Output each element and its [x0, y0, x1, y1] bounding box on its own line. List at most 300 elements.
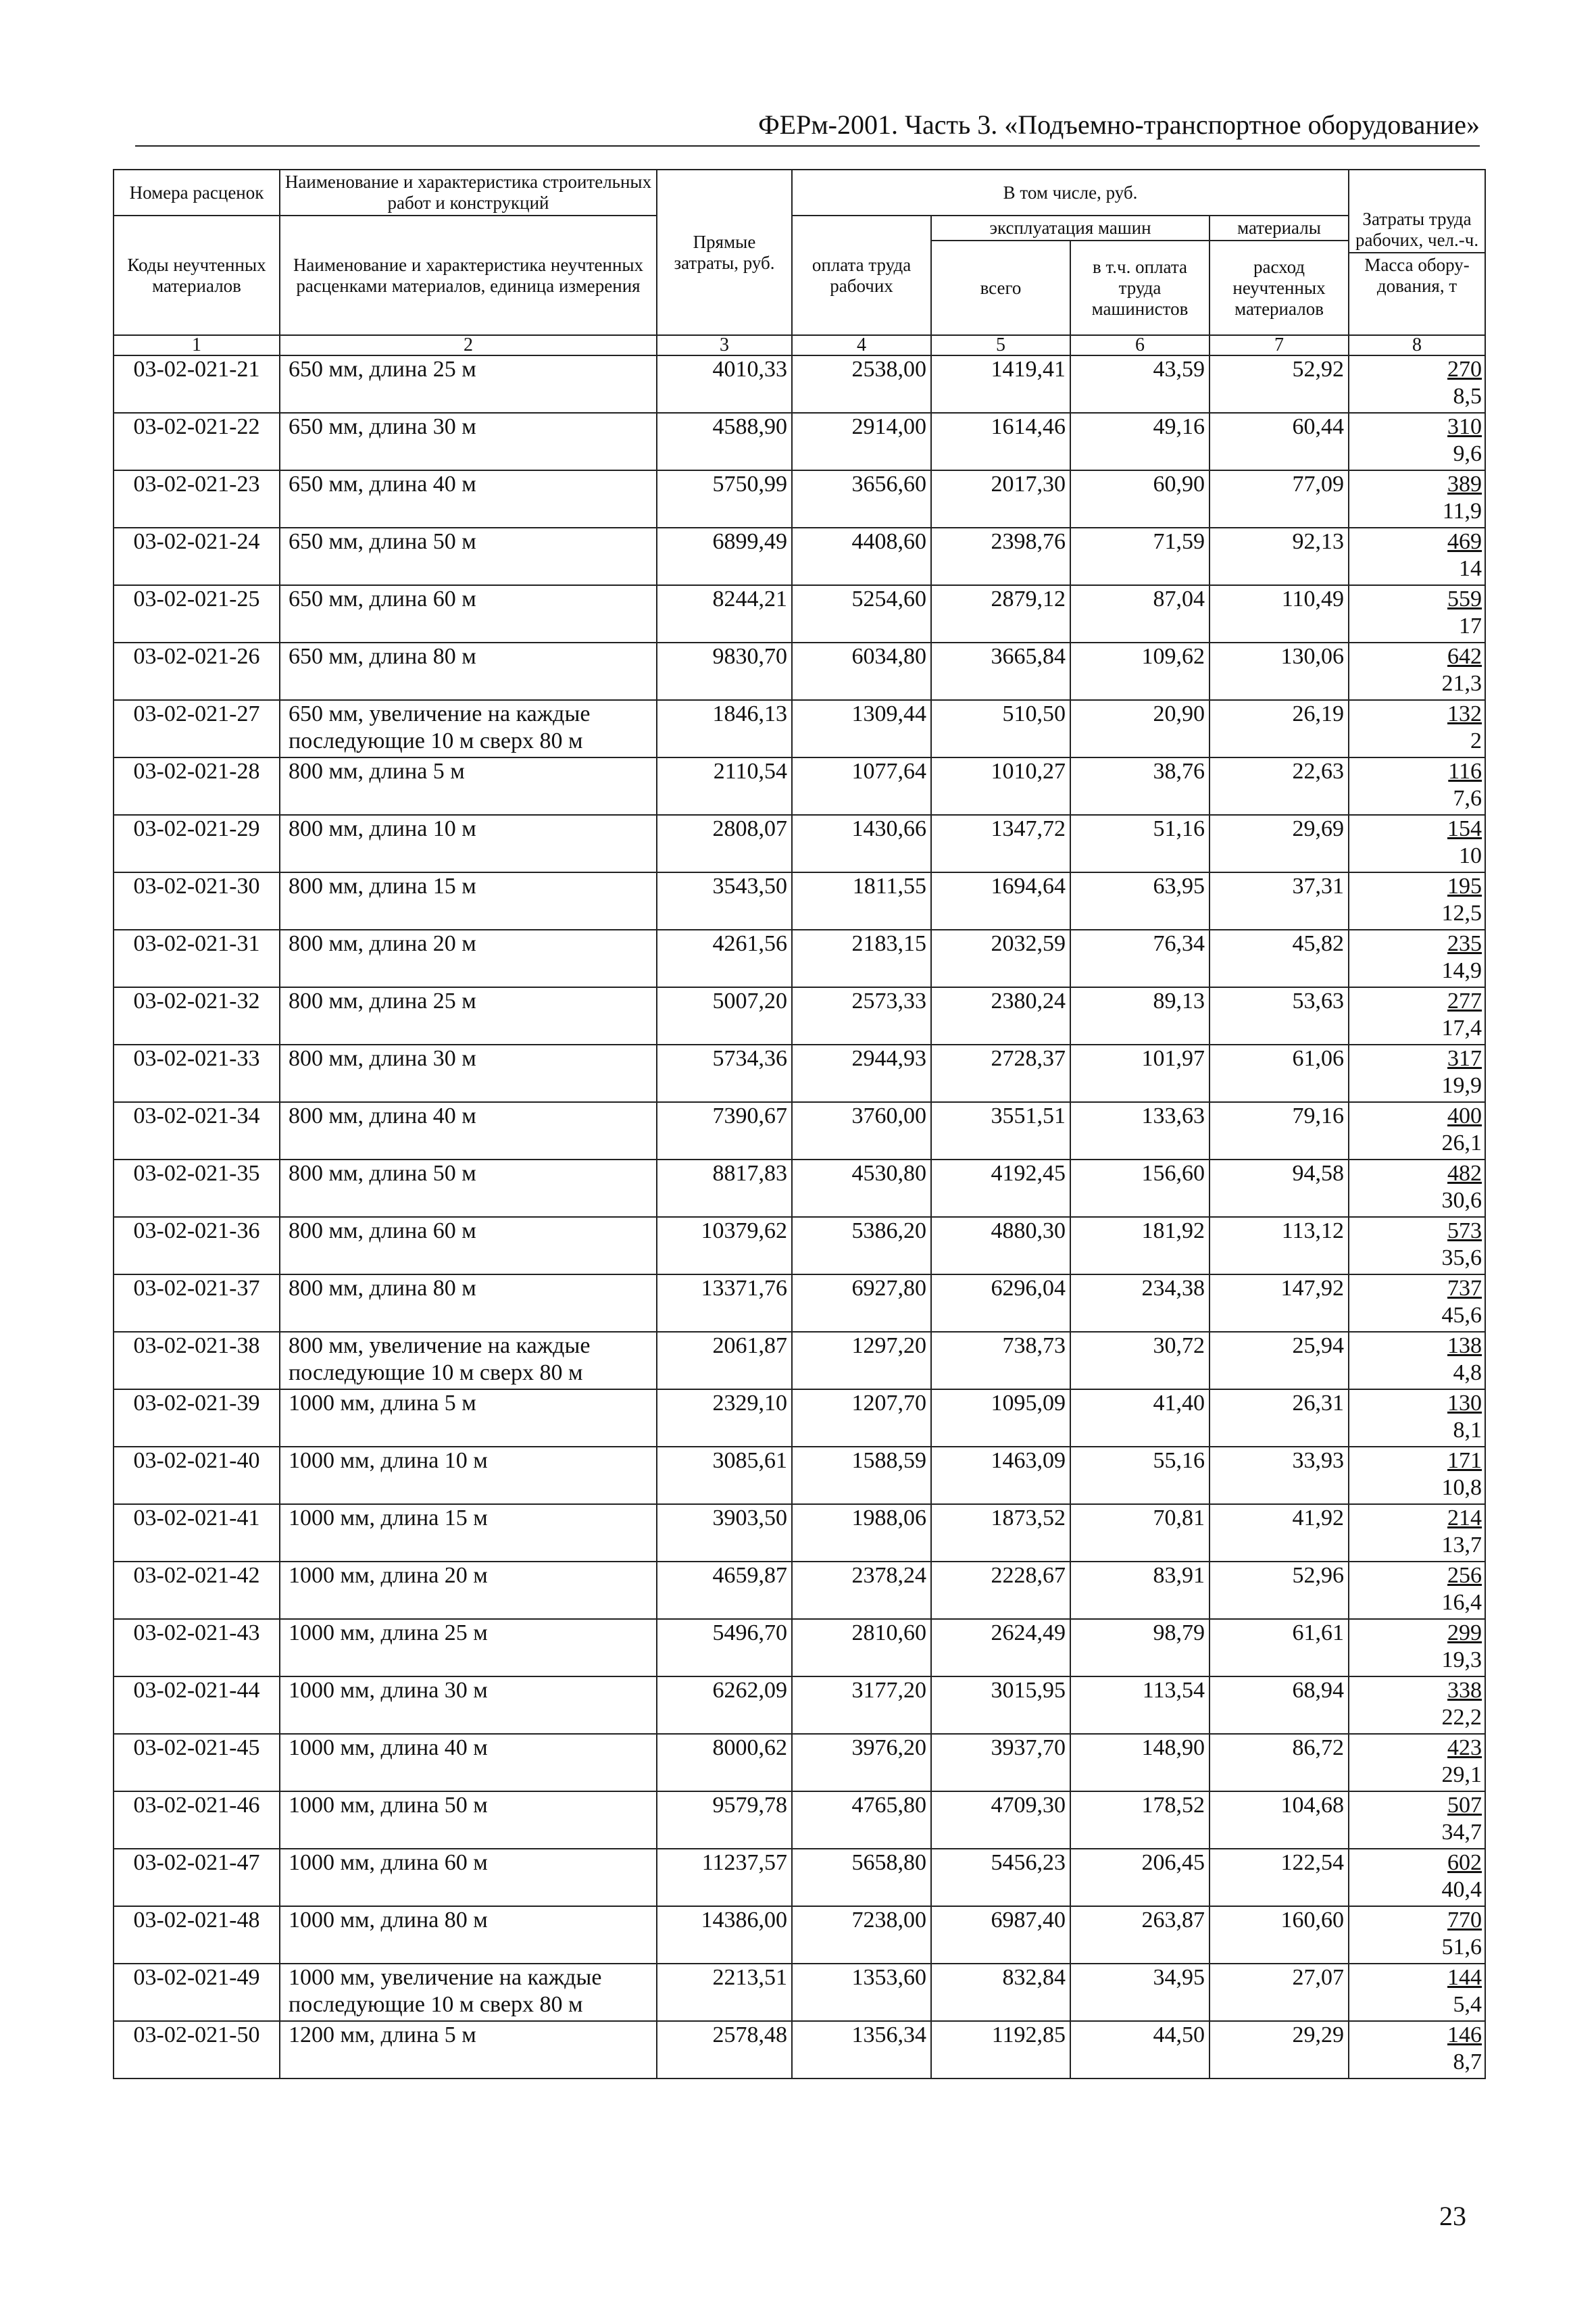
rate-code-cell: 03-02-021-50 [114, 2021, 280, 2078]
mass-value: 19,3 [1441, 1647, 1482, 1672]
materials-cell: 53,63 [1210, 987, 1349, 1045]
mass-value: 11,9 [1442, 499, 1482, 524]
materials-cell: 26,31 [1210, 1389, 1349, 1447]
direct-costs-cell: 5750,99 [657, 470, 792, 528]
machine-total-cell: 4880,30 [931, 1217, 1070, 1274]
rate-code-cell: 03-02-021-39 [114, 1389, 280, 1447]
table-row [114, 815, 1485, 872]
work-name-cell: 1000 мм, длина 15 м [280, 1504, 657, 1562]
work-name-cell: 1000 мм, увеличение на каждые последующие 10 м сверх 80 м [280, 1964, 657, 2021]
work-name-cell: 1000 мм, длина 30 м [280, 1676, 657, 1734]
table-header [114, 170, 1485, 355]
materials-cell: 25,94 [1210, 1332, 1349, 1389]
labor-value: 310 [1447, 414, 1482, 439]
table-row [114, 2021, 1485, 2078]
labor-value: 146 [1447, 2022, 1482, 2047]
labor-mass-cell [1349, 585, 1485, 643]
materials-cell: 45,82 [1210, 930, 1349, 987]
table-row [114, 930, 1485, 987]
operator-pay-cell: 206,45 [1070, 1849, 1210, 1906]
materials-cell: 33,93 [1210, 1447, 1349, 1504]
labor-mass-cell [1349, 815, 1485, 872]
materials-cell: 41,92 [1210, 1504, 1349, 1562]
operator-pay-cell: 41,40 [1070, 1389, 1210, 1447]
table-row [114, 1045, 1485, 1102]
mass-value: 51,6 [1441, 1935, 1482, 1960]
worker-pay-cell: 4408,60 [792, 528, 931, 585]
labor-mass-cell [1349, 872, 1485, 930]
materials-cell: 29,29 [1210, 2021, 1349, 2078]
operator-pay-cell: 101,97 [1070, 1045, 1210, 1102]
labor-value: 507 [1447, 1793, 1482, 1818]
direct-costs-cell: 14386,00 [657, 1906, 792, 1964]
work-name-cell: 1000 мм, длина 10 м [280, 1447, 657, 1504]
work-name-header: Наименование и характеристика строительных работ и конструкций [280, 170, 657, 216]
labor-value: 214 [1447, 1505, 1482, 1530]
labor-mass-cell [1349, 1964, 1485, 2021]
worker-pay-cell: 1588,59 [792, 1447, 931, 1504]
worker-pay-cell: 5658,80 [792, 1849, 931, 1906]
table-row [114, 1160, 1485, 1217]
mass-value: 26,1 [1441, 1130, 1482, 1155]
mass-value: 40,4 [1441, 1877, 1482, 1902]
work-name-cell: 1000 мм, длина 40 м [280, 1734, 657, 1791]
mass-value: 45,6 [1441, 1303, 1482, 1328]
table-row [114, 1964, 1485, 2021]
rate-code-cell: 03-02-021-29 [114, 815, 280, 872]
operator-pay-cell: 60,90 [1070, 470, 1210, 528]
machine-total-cell: 2728,37 [931, 1045, 1070, 1102]
labor-mass-cell [1349, 1332, 1485, 1389]
worker-pay-cell: 1297,20 [792, 1332, 931, 1389]
mass-value: 8,1 [1453, 1418, 1482, 1443]
direct-costs-cell: 8817,83 [657, 1160, 792, 1217]
rate-code-cell: 03-02-021-25 [114, 585, 280, 643]
work-name-cell: 650 мм, длина 80 м [280, 643, 657, 700]
machine-total-cell: 832,84 [931, 1964, 1070, 2021]
labor-mass-cell [1349, 987, 1485, 1045]
work-name-cell: 800 мм, длина 15 м [280, 872, 657, 930]
mass-value: 4,8 [1453, 1360, 1482, 1385]
labor-mass-cell [1349, 528, 1485, 585]
operator-pay-cell: 20,90 [1070, 700, 1210, 757]
direct-costs-cell: 2110,54 [657, 757, 792, 815]
machine-total-cell: 2624,49 [931, 1619, 1070, 1676]
mass-value: 14,9 [1441, 958, 1482, 983]
rate-code-cell: 03-02-021-48 [114, 1906, 280, 1964]
mass-value: 17 [1459, 614, 1482, 639]
operator-pay-cell: 234,38 [1070, 1274, 1210, 1332]
direct-costs-cell: 8244,21 [657, 585, 792, 643]
materials-cell: 92,13 [1210, 528, 1349, 585]
direct-costs-cell: 3903,50 [657, 1504, 792, 1562]
labor-value: 423 [1447, 1735, 1482, 1760]
table-row [114, 643, 1485, 700]
work-name-cell: 1200 мм, длина 5 м [280, 2021, 657, 2078]
machine-total-cell: 1419,41 [931, 355, 1070, 413]
labor-mass-cell [1349, 1389, 1485, 1447]
work-name-cell: 800 мм, увеличение на каждые последующие 10 м сверх 80 м [280, 1332, 657, 1389]
worker-pay-cell: 1430,66 [792, 815, 931, 872]
worker-pay-cell: 3177,20 [792, 1676, 931, 1734]
mass-value: 35,6 [1441, 1245, 1482, 1270]
operator-pay-cell: 156,60 [1070, 1160, 1210, 1217]
machine-total-cell: 1095,09 [931, 1389, 1070, 1447]
machine-total-cell: 2017,30 [931, 470, 1070, 528]
direct-costs-cell: 2061,87 [657, 1332, 792, 1389]
operator-pay-cell: 30,72 [1070, 1332, 1210, 1389]
work-name-cell: 800 мм, длина 60 м [280, 1217, 657, 1274]
direct-costs-cell: 1846,13 [657, 700, 792, 757]
materials-cell: 61,06 [1210, 1045, 1349, 1102]
codes-header: Коды неучтенных материалов [114, 216, 280, 335]
table-row [114, 528, 1485, 585]
materials-cell: 104,68 [1210, 1791, 1349, 1849]
machine-total-cell: 510,50 [931, 700, 1070, 757]
mass-value: 10 [1459, 843, 1482, 868]
operator-pay-cell: 70,81 [1070, 1504, 1210, 1562]
rate-code-cell: 03-02-021-37 [114, 1274, 280, 1332]
machine-total-cell: 1614,46 [931, 413, 1070, 470]
work-name-cell: 650 мм, длина 40 м [280, 470, 657, 528]
machine-total-cell: 2380,24 [931, 987, 1070, 1045]
table-row [114, 700, 1485, 757]
direct-costs-cell: 4010,33 [657, 355, 792, 413]
work-name-cell: 1000 мм, длина 5 м [280, 1389, 657, 1447]
header-rule [135, 145, 1480, 147]
operator-pay-cell: 113,54 [1070, 1676, 1210, 1734]
labor-value: 389 [1447, 472, 1482, 497]
work-name-cell: 800 мм, длина 5 м [280, 757, 657, 815]
mass-value: 30,6 [1441, 1188, 1482, 1213]
machine-total-cell: 3015,95 [931, 1676, 1070, 1734]
machine-total-cell: 3937,70 [931, 1734, 1070, 1791]
labor-value: 559 [1447, 587, 1482, 612]
table-row [114, 1619, 1485, 1676]
labor-value: 171 [1447, 1448, 1482, 1473]
direct-costs-cell: 3085,61 [657, 1447, 792, 1504]
labor-value: 317 [1447, 1046, 1482, 1071]
labor-mass-cell [1349, 355, 1485, 413]
materials-cell: 52,96 [1210, 1562, 1349, 1619]
materials-cell: 52,92 [1210, 355, 1349, 413]
machine-total-cell: 6987,40 [931, 1906, 1070, 1964]
machine-total-header: всего [931, 241, 1070, 335]
materials-cell: 147,92 [1210, 1274, 1349, 1332]
mass-value: 29,1 [1441, 1762, 1482, 1787]
worker-pay-cell: 2378,24 [792, 1562, 931, 1619]
operator-pay-cell: 109,62 [1070, 643, 1210, 700]
operator-pay-cell: 51,16 [1070, 815, 1210, 872]
materials-cell: 68,94 [1210, 1676, 1349, 1734]
col-number: 5 [931, 335, 1070, 355]
worker-pay-cell: 1353,60 [792, 1964, 931, 2021]
materials-cell: 26,19 [1210, 700, 1349, 757]
labor-mass-cell [1349, 1447, 1485, 1504]
table-row [114, 1217, 1485, 1274]
worker-pay-cell: 1811,55 [792, 872, 931, 930]
worker-pay-cell: 3976,20 [792, 1734, 931, 1791]
worker-pay-cell: 1988,06 [792, 1504, 931, 1562]
mass-value: 17,4 [1441, 1016, 1482, 1041]
labor-mass-cell [1349, 1160, 1485, 1217]
labor-mass-cell [1349, 1045, 1485, 1102]
direct-costs-cell: 2578,48 [657, 2021, 792, 2078]
rates-table [113, 169, 1486, 2079]
labor-mass-cell [1349, 643, 1485, 700]
table-row [114, 1676, 1485, 1734]
rate-code-cell: 03-02-021-44 [114, 1676, 280, 1734]
labor-mass-cell [1349, 1274, 1485, 1332]
materials-cell: 29,69 [1210, 815, 1349, 872]
table-body [114, 355, 1485, 2078]
mass-value: 22,2 [1441, 1705, 1482, 1730]
table-row [114, 757, 1485, 815]
labor-mass-cell [1349, 1102, 1485, 1160]
table-row [114, 1102, 1485, 1160]
rate-code-cell: 03-02-021-28 [114, 757, 280, 815]
labor-value: 138 [1447, 1333, 1482, 1358]
machine-total-cell: 3665,84 [931, 643, 1070, 700]
direct-costs-cell: 11237,57 [657, 1849, 792, 1906]
operator-pay-cell: 63,95 [1070, 872, 1210, 930]
materials-cell: 94,58 [1210, 1160, 1349, 1217]
direct-costs-cell: 5007,20 [657, 987, 792, 1045]
direct-costs-cell: 2808,07 [657, 815, 792, 872]
table-row [114, 872, 1485, 930]
labor-value: 737 [1447, 1276, 1482, 1301]
materials-cell: 86,72 [1210, 1734, 1349, 1791]
materials-cell: 22,63 [1210, 757, 1349, 815]
machine-operation-header: эксплуатация машин [931, 216, 1210, 241]
operator-pay-cell: 38,76 [1070, 757, 1210, 815]
worker-pay-cell: 1207,70 [792, 1389, 931, 1447]
operator-pay-cell: 178,52 [1070, 1791, 1210, 1849]
labor-mass-cell [1349, 1849, 1485, 1906]
work-name-cell: 1000 мм, длина 60 м [280, 1849, 657, 1906]
rate-code-cell: 03-02-021-27 [114, 700, 280, 757]
table-row [114, 1389, 1485, 1447]
table-row [114, 1562, 1485, 1619]
direct-costs-cell: 5734,36 [657, 1045, 792, 1102]
machine-total-cell: 1347,72 [931, 815, 1070, 872]
labor-value: 270 [1447, 357, 1482, 382]
work-name-cell: 800 мм, длина 20 м [280, 930, 657, 987]
worker-pay-cell: 4530,80 [792, 1160, 931, 1217]
operator-pay-cell: 133,63 [1070, 1102, 1210, 1160]
operator-pay-cell: 263,87 [1070, 1906, 1210, 1964]
worker-pay-cell: 1077,64 [792, 757, 931, 815]
mass-value: 8,5 [1453, 384, 1482, 409]
col-number: 6 [1070, 335, 1210, 355]
col-number: 2 [280, 335, 657, 355]
work-name-cell: 1000 мм, длина 80 м [280, 1906, 657, 1964]
operator-pay-cell: 43,59 [1070, 355, 1210, 413]
direct-costs-cell: 4659,87 [657, 1562, 792, 1619]
table-row [114, 1274, 1485, 1332]
direct-costs-cell: 6899,49 [657, 528, 792, 585]
machine-total-cell: 2398,76 [931, 528, 1070, 585]
machine-total-cell: 4192,45 [931, 1160, 1070, 1217]
labor-value: 602 [1447, 1850, 1482, 1875]
work-name-cell: 800 мм, длина 10 м [280, 815, 657, 872]
direct-costs-cell: 2329,10 [657, 1389, 792, 1447]
labor-mass-cell [1349, 700, 1485, 757]
direct-costs-cell: 10379,62 [657, 1217, 792, 1274]
labor-value: 116 [1448, 759, 1482, 784]
work-name-cell: 650 мм, длина 60 м [280, 585, 657, 643]
machine-total-cell: 4709,30 [931, 1791, 1070, 1849]
worker-pay-cell: 6034,80 [792, 643, 931, 700]
labor-mass-cell [1349, 1676, 1485, 1734]
machine-total-cell: 5456,23 [931, 1849, 1070, 1906]
operator-pay-cell: 181,92 [1070, 1217, 1210, 1274]
direct-costs-cell: 7390,67 [657, 1102, 792, 1160]
materials-consumption-header: расход неучтенных материалов [1210, 241, 1349, 335]
direct-costs-cell: 8000,62 [657, 1734, 792, 1791]
operator-pay-cell: 71,59 [1070, 528, 1210, 585]
materials-cell: 122,54 [1210, 1849, 1349, 1906]
labor-value: 469 [1447, 529, 1482, 554]
operator-pay-cell: 87,04 [1070, 585, 1210, 643]
equipment-mass-label: Масса обору-дования, т [1349, 252, 1485, 297]
col-number: 4 [792, 335, 931, 355]
mass-value: 19,9 [1441, 1073, 1482, 1098]
rate-code-cell: 03-02-021-21 [114, 355, 280, 413]
direct-costs-cell: 5496,70 [657, 1619, 792, 1676]
labor-mass-cell [1349, 1791, 1485, 1849]
materials-cell: 113,12 [1210, 1217, 1349, 1274]
mass-value: 10,8 [1441, 1475, 1482, 1500]
materials-cell: 79,16 [1210, 1102, 1349, 1160]
mass-value: 14 [1459, 556, 1482, 581]
worker-pay-cell: 3656,60 [792, 470, 931, 528]
table-row [114, 1849, 1485, 1906]
work-name-cell: 1000 мм, длина 20 м [280, 1562, 657, 1619]
materials-cell: 61,61 [1210, 1619, 1349, 1676]
rate-code-cell: 03-02-021-30 [114, 872, 280, 930]
table-row [114, 413, 1485, 470]
direct-costs-cell: 9830,70 [657, 643, 792, 700]
labor-value: 132 [1447, 701, 1482, 726]
labor-value: 299 [1447, 1620, 1482, 1645]
machine-total-cell: 6296,04 [931, 1274, 1070, 1332]
rate-code-cell: 03-02-021-38 [114, 1332, 280, 1389]
operator-pay-cell: 76,34 [1070, 930, 1210, 987]
labor-mass-cell [1349, 930, 1485, 987]
materials-cell: 160,60 [1210, 1906, 1349, 1964]
labor-mass-cell [1349, 1217, 1485, 1274]
mass-value: 8,7 [1453, 2049, 1482, 2074]
worker-pay-cell: 1356,34 [792, 2021, 931, 2078]
table-row [114, 585, 1485, 643]
labor-mass-cell [1349, 757, 1485, 815]
operator-pay-header: в т.ч. оплата труда машинистов [1070, 241, 1210, 335]
col-number: 3 [657, 335, 792, 355]
worker-pay-cell: 5386,20 [792, 1217, 931, 1274]
labor-value: 770 [1447, 1908, 1482, 1933]
rate-code-cell: 03-02-021-31 [114, 930, 280, 987]
labor-value: 256 [1447, 1563, 1482, 1588]
rate-numbers-header: Номера расценок [114, 170, 280, 216]
direct-costs-cell: 9579,78 [657, 1791, 792, 1849]
work-name-cell: 800 мм, длина 40 м [280, 1102, 657, 1160]
col-number: 1 [114, 335, 280, 355]
machine-total-cell: 738,73 [931, 1332, 1070, 1389]
work-name-cell: 800 мм, длина 50 м [280, 1160, 657, 1217]
table-row [114, 470, 1485, 528]
materials-header: материалы [1210, 216, 1349, 241]
mass-value: 5,4 [1453, 1992, 1482, 2017]
direct-costs-cell: 2213,51 [657, 1964, 792, 2021]
work-name-cell: 800 мм, длина 30 м [280, 1045, 657, 1102]
direct-costs-header: Прямые затраты, руб. [657, 170, 792, 335]
labor-mass-cell [1349, 413, 1485, 470]
labor-value: 482 [1447, 1161, 1482, 1186]
rate-code-cell: 03-02-021-47 [114, 1849, 280, 1906]
table-row [114, 1906, 1485, 1964]
materials-cell: 77,09 [1210, 470, 1349, 528]
labor-value: 154 [1447, 816, 1482, 841]
materials-cell: 60,44 [1210, 413, 1349, 470]
materials-cell: 27,07 [1210, 1964, 1349, 2021]
labor-value: 144 [1447, 1965, 1482, 1990]
worker-pay-cell: 5254,60 [792, 585, 931, 643]
machine-total-cell: 1192,85 [931, 2021, 1070, 2078]
table-row [114, 1791, 1485, 1849]
operator-pay-cell: 148,90 [1070, 1734, 1210, 1791]
operator-pay-cell: 49,16 [1070, 413, 1210, 470]
labor-value: 130 [1447, 1391, 1482, 1416]
mass-value: 2 [1470, 728, 1482, 753]
rate-code-cell: 03-02-021-46 [114, 1791, 280, 1849]
labor-mass-cell [1349, 2021, 1485, 2078]
rate-code-cell: 03-02-021-23 [114, 470, 280, 528]
rate-code-cell: 03-02-021-35 [114, 1160, 280, 1217]
worker-pay-cell: 1309,44 [792, 700, 931, 757]
worker-pay-cell: 7238,00 [792, 1906, 931, 1964]
work-name-cell: 800 мм, длина 80 м [280, 1274, 657, 1332]
labor-mass-cell [1349, 470, 1485, 528]
direct-costs-cell: 6262,09 [657, 1676, 792, 1734]
worker-pay-cell: 2914,00 [792, 413, 931, 470]
rate-code-cell: 03-02-021-45 [114, 1734, 280, 1791]
labor-value: 195 [1447, 874, 1482, 899]
operator-pay-cell: 34,95 [1070, 1964, 1210, 2021]
materials-cell: 130,06 [1210, 643, 1349, 700]
worker-pay-cell: 2538,00 [792, 355, 931, 413]
mass-value: 12,5 [1441, 901, 1482, 926]
mass-value: 9,6 [1453, 441, 1482, 466]
machine-total-cell: 2879,12 [931, 585, 1070, 643]
labor-value: 235 [1447, 931, 1482, 956]
machine-total-cell: 3551,51 [931, 1102, 1070, 1160]
worker-pay-cell: 4765,80 [792, 1791, 931, 1849]
material-name-header: Наименование и характеристика неучтенных расценками материалов, единица измерения [280, 216, 657, 335]
work-name-cell: 1000 мм, длина 50 м [280, 1791, 657, 1849]
including-header: В том числе, руб. [792, 170, 1349, 216]
direct-costs-cell: 4261,56 [657, 930, 792, 987]
work-name-cell: 650 мм, длина 30 м [280, 413, 657, 470]
direct-costs-cell: 13371,76 [657, 1274, 792, 1332]
worker-pay-cell: 2944,93 [792, 1045, 931, 1102]
machine-total-cell: 2228,67 [931, 1562, 1070, 1619]
operator-pay-cell: 55,16 [1070, 1447, 1210, 1504]
table-row [114, 1447, 1485, 1504]
operator-pay-cell: 98,79 [1070, 1619, 1210, 1676]
worker-pay-cell: 3760,00 [792, 1102, 931, 1160]
rate-code-cell: 03-02-021-24 [114, 528, 280, 585]
